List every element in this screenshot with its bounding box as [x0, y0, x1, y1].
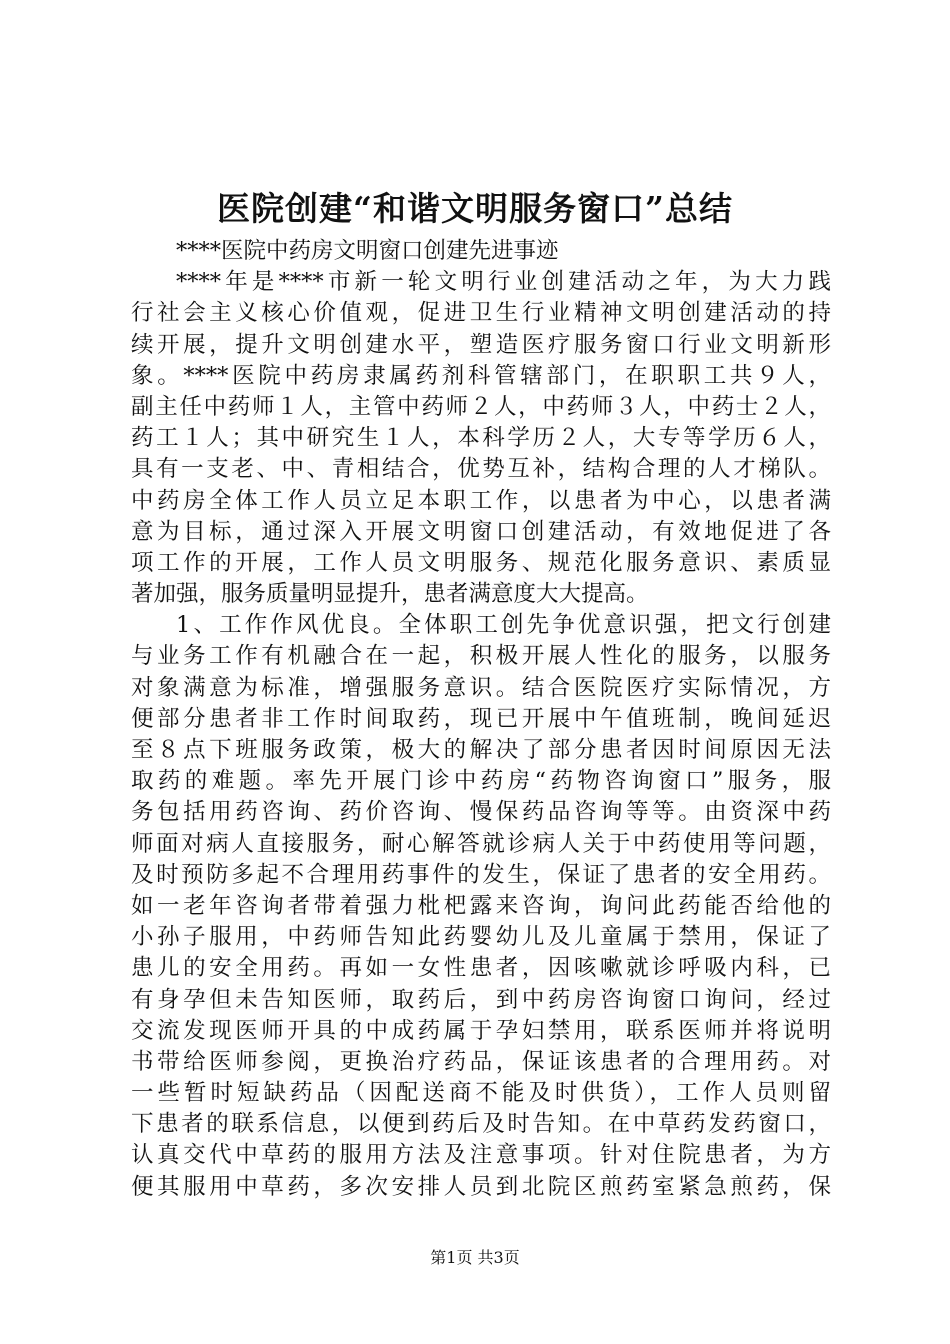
paragraph-line: 及时预防多起不合理用药事件的发生，保证了患者的安全用药。	[131, 861, 831, 888]
paragraph-line: 师面对病人直接服务，耐心解答就诊病人关于中药使用等问题，	[131, 830, 831, 857]
paragraph-line: 具有一支老、中、青相结合，优势互补，结构合理的人才梯队。	[131, 456, 831, 483]
paragraph-line: 对象满意为标准，增强服务意识。结合医院医疗实际情况，方	[131, 674, 831, 701]
paragraph-line: 副主任中药师１人，主管中药师２人，中药师３人，中药士２人，	[131, 393, 831, 420]
paragraph-line: 一些暂时短缺药品（因配送商不能及时供货），工作人员则留	[131, 1080, 831, 1107]
paragraph-line: 便部分患者非工作时间取药，现已开展中午值班制，晚间延迟	[131, 705, 831, 732]
paragraph-line: 书带给医师参阅，更换治疗药品，保证该患者的合理用药。对	[131, 1048, 831, 1075]
paragraph-line: ****年是****市新一轮文明行业创建活动之年，为大力践	[176, 269, 831, 296]
paragraph-line: 与业务工作有机融合在一起，积极开展人性化的服务，以服务	[131, 643, 831, 670]
paragraph-line: 有身孕但未告知医师，取药后，到中药房咨询窗口询问，经过	[131, 986, 831, 1013]
paragraph-line: 小孙子服用，中药师告知此药婴幼儿及儿童属于禁用，保证了	[131, 924, 831, 951]
document-title: 医院创建“和谐文明服务窗口”总结	[217, 189, 733, 228]
paragraph-line: 务包括用药咨询、药价咨询、慢保药品咨询等等。由资深中药	[131, 799, 831, 826]
paragraph-line: 至８点下班服务政策，极大的解决了部分患者因时间原因无法	[131, 737, 831, 763]
subtitle-line: ****医院中药房文明窗口创建先进事迹	[176, 238, 559, 264]
paragraph-line: 便其服用中草药，多次安排人员到北院区煎药室紧急煎药，保	[131, 1173, 831, 1200]
paragraph-line: 行社会主义核心价值观，促进卫生行业精神文明创建活动的持	[131, 300, 831, 327]
paragraph-line: 取药的难题。率先开展门诊中药房“药物咨询窗口”服务，服	[131, 768, 831, 795]
paragraph-line: 药工１人；其中研究生１人，本科学历２人，大专等学历６人，	[131, 425, 831, 452]
paragraph-line: 中药房全体工作人员立足本职工作，以患者为中心，以患者满	[131, 487, 831, 514]
paragraph-line: 1、工作作风优良。全体职工创先争优意识强，把文行创建	[176, 612, 831, 639]
paragraph-line: 下患者的联系信息，以便到药后及时告知。在中草药发药窗口，	[131, 1111, 831, 1138]
paragraph-line: 交流发现医师开具的中成药属于孕妇禁用，联系医师并将说明	[131, 1017, 831, 1044]
paragraph-line: 意为目标，通过深入开展文明窗口创建活动，有效地促进了各	[131, 518, 831, 545]
paragraph-line: 项工作的开展，工作人员文明服务、规范化服务意识、素质显	[131, 549, 831, 576]
page-number-footer: 第1页 共3页	[430, 1248, 520, 1267]
paragraph-line: 患儿的安全用药。再如一女性患者，因咳嗽就诊呼吸内科，已	[131, 955, 831, 982]
document-body	[131, 236, 831, 1203]
paragraph-line: 象。****医院中药房隶属药剂科管辖部门，在职职工共９人，	[131, 362, 831, 389]
paragraph-line: 著加强，服务质量明显提升，患者满意度大大提高。	[131, 581, 649, 608]
paragraph-line: 如一老年咨询者带着强力枇杷露来咨询，询问此药能否给他的	[131, 892, 831, 919]
paragraph-line: 认真交代中草药的服用方法及注意事项。针对住院患者，为方	[131, 1142, 831, 1169]
paragraph-line: 续开展，提升文明创建水平，塑造医疗服务窗口行业文明新形	[131, 331, 831, 358]
